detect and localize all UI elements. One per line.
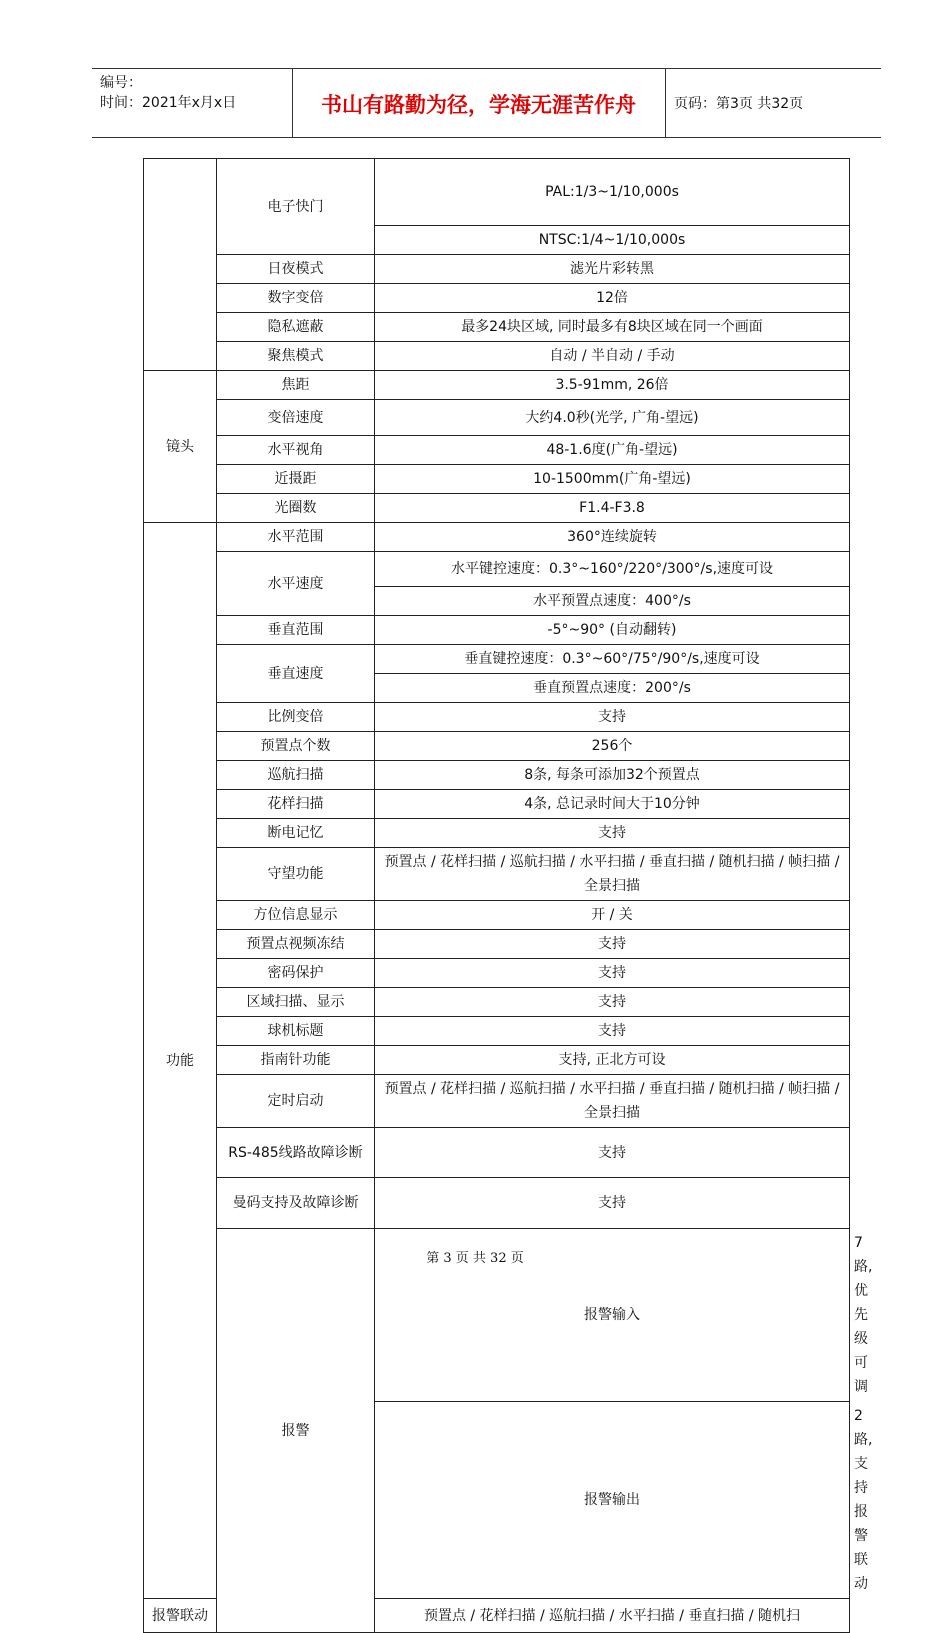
- header-motto: 书山有路勤为径，学海无涯苦作舟: [321, 93, 636, 117]
- param-name: 垂直速度: [217, 645, 375, 703]
- param-name: 球机标题: [217, 1017, 375, 1046]
- table-row: [144, 1046, 850, 1075]
- param-value: 12倍: [375, 284, 850, 313]
- table-row: [144, 400, 850, 436]
- param-value: 支持: [375, 703, 850, 732]
- param-value: 支持: [375, 959, 850, 988]
- param-name: 报警输出: [375, 1402, 850, 1599]
- header-divider: [665, 69, 666, 137]
- param-value: 垂直预置点速度：200°/s: [375, 674, 850, 703]
- param-name: 电子快门: [217, 159, 375, 255]
- table-row: [144, 1075, 850, 1128]
- param-name: 水平视角: [217, 436, 375, 465]
- param-name: 隐私遮蔽: [217, 313, 375, 342]
- table-row: [144, 371, 850, 400]
- param-name: 数字变倍: [217, 284, 375, 313]
- param-name: 指南针功能: [217, 1046, 375, 1075]
- param-name: 守望功能: [217, 848, 375, 901]
- param-value: -5°~90° (自动翻转): [375, 616, 850, 645]
- param-name: 报警输入: [375, 1229, 850, 1402]
- document-time-label: 时间：2021年x月x日: [100, 95, 237, 111]
- param-value: 最多24块区域, 同时最多有8块区域在同一个画面: [375, 313, 850, 342]
- table-row: [144, 732, 850, 761]
- param-value: 3.5-91mm, 26倍: [375, 371, 850, 400]
- param-value: 垂直键控速度：0.3°~60°/75°/90°/s,速度可设: [375, 645, 850, 674]
- param-name: 日夜模式: [217, 255, 375, 284]
- table-row: [144, 284, 850, 313]
- table-row: [144, 930, 850, 959]
- table-row: [144, 645, 850, 674]
- param-name: 断电记忆: [217, 819, 375, 848]
- table-row: [144, 436, 850, 465]
- param-value: 支持: [375, 1128, 850, 1178]
- param-value: NTSC:1/4~1/10,000s: [375, 226, 850, 255]
- param-name: 水平速度: [217, 552, 375, 616]
- param-value: 支持: [375, 930, 850, 959]
- table-row: [144, 959, 850, 988]
- table-row: [144, 616, 850, 645]
- param-value: 360°连续旋转: [375, 523, 850, 552]
- param-name: 曼码支持及故障诊断: [217, 1178, 375, 1229]
- param-name: 密码保护: [217, 959, 375, 988]
- table-row: [144, 342, 850, 371]
- category-lens: 镜头: [144, 371, 217, 523]
- table-row: [144, 819, 850, 848]
- param-name: 花样扫描: [217, 790, 375, 819]
- param-value: 大约4.0秒(光学, 广角-望远): [375, 400, 850, 436]
- param-value: 10-1500mm(广角-望远): [375, 465, 850, 494]
- table-row: 报警输出 2路, 支持报警联动: [144, 1402, 850, 1599]
- param-value: 支持: [375, 1178, 850, 1229]
- table-row: [144, 552, 850, 587]
- table-row: 报警 报警输入 7路, 优先级可调: [144, 1229, 850, 1402]
- table-row: [144, 703, 850, 732]
- table-row: [144, 255, 850, 284]
- param-value: 开 / 关: [375, 901, 850, 930]
- table-row: [144, 494, 850, 523]
- param-name: 巡航扫描: [217, 761, 375, 790]
- param-value: 预置点 / 花样扫描 / 巡航扫描 / 水平扫描 / 垂直扫描 / 随机扫: [375, 1599, 850, 1633]
- table-row: [144, 761, 850, 790]
- table-row: [144, 159, 850, 226]
- param-name: 近摄距: [217, 465, 375, 494]
- page-footer: 第 3 页 共 32 页: [426, 1251, 524, 1266]
- table-row: [144, 901, 850, 930]
- param-value: 4条, 总记录时间大于10分钟: [375, 790, 850, 819]
- param-name: 变倍速度: [217, 400, 375, 436]
- table-row: [144, 465, 850, 494]
- document-number-label: 编号：: [100, 75, 142, 91]
- table-row: [144, 523, 850, 552]
- table-row: [144, 1017, 850, 1046]
- param-value: 滤光片彩转黑: [375, 255, 850, 284]
- param-value: 预置点 / 花样扫描 / 巡航扫描 / 水平扫描 / 垂直扫描 / 随机扫描 / 帧扫描 / 全景扫描: [375, 848, 850, 901]
- table-row: [144, 1178, 850, 1229]
- param-value: 自动 / 半自动 / 手动: [375, 342, 850, 371]
- param-value: PAL:1/3~1/10,000s: [375, 159, 850, 226]
- param-name: 焦距: [217, 371, 375, 400]
- param-name: 方位信息显示: [217, 901, 375, 930]
- param-name: 垂直范围: [217, 616, 375, 645]
- param-name: 光圈数: [217, 494, 375, 523]
- param-value: 支持: [375, 988, 850, 1017]
- category-cell-empty: [144, 159, 217, 371]
- param-name: 水平范围: [217, 523, 375, 552]
- param-name: 定时启动: [217, 1075, 375, 1128]
- param-name: RS-485线路故障诊断: [217, 1128, 375, 1178]
- spec-table: [143, 158, 873, 1633]
- param-name: 区域扫描、显示: [217, 988, 375, 1017]
- category-alarm: 报警: [217, 1229, 375, 1633]
- param-value: 支持: [375, 1017, 850, 1046]
- header-left-block: [100, 73, 236, 113]
- table-row: [144, 1128, 850, 1178]
- table-row: [144, 988, 850, 1017]
- param-value: F1.4-F3.8: [375, 494, 850, 523]
- page-header: [92, 68, 881, 138]
- param-name: 比例变倍: [217, 703, 375, 732]
- param-name: 聚焦模式: [217, 342, 375, 371]
- table-row: [144, 848, 850, 901]
- param-name: 报警联动: [144, 1599, 217, 1633]
- param-value: 48-1.6度(广角-望远): [375, 436, 850, 465]
- param-value: 水平键控速度：0.3°~160°/220°/300°/s,速度可设: [375, 552, 850, 587]
- param-value: 支持: [375, 819, 850, 848]
- param-name: 预置点视频冻结: [217, 930, 375, 959]
- table-row: [144, 790, 850, 819]
- param-value: 水平预置点速度：400°/s: [375, 587, 850, 616]
- table-row: [144, 313, 850, 342]
- param-value: 8条, 每条可添加32个预置点: [375, 761, 850, 790]
- param-value: 256个: [375, 732, 850, 761]
- category-function: 功能: [144, 523, 217, 1599]
- param-value: 预置点 / 花样扫描 / 巡航扫描 / 水平扫描 / 垂直扫描 / 随机扫描 / 帧扫描 / 全景扫描: [375, 1075, 850, 1128]
- param-name: 预置点个数: [217, 732, 375, 761]
- header-page-number: 页码：第3页 共32页: [674, 96, 804, 112]
- param-value: 支持, 正北方可设: [375, 1046, 850, 1075]
